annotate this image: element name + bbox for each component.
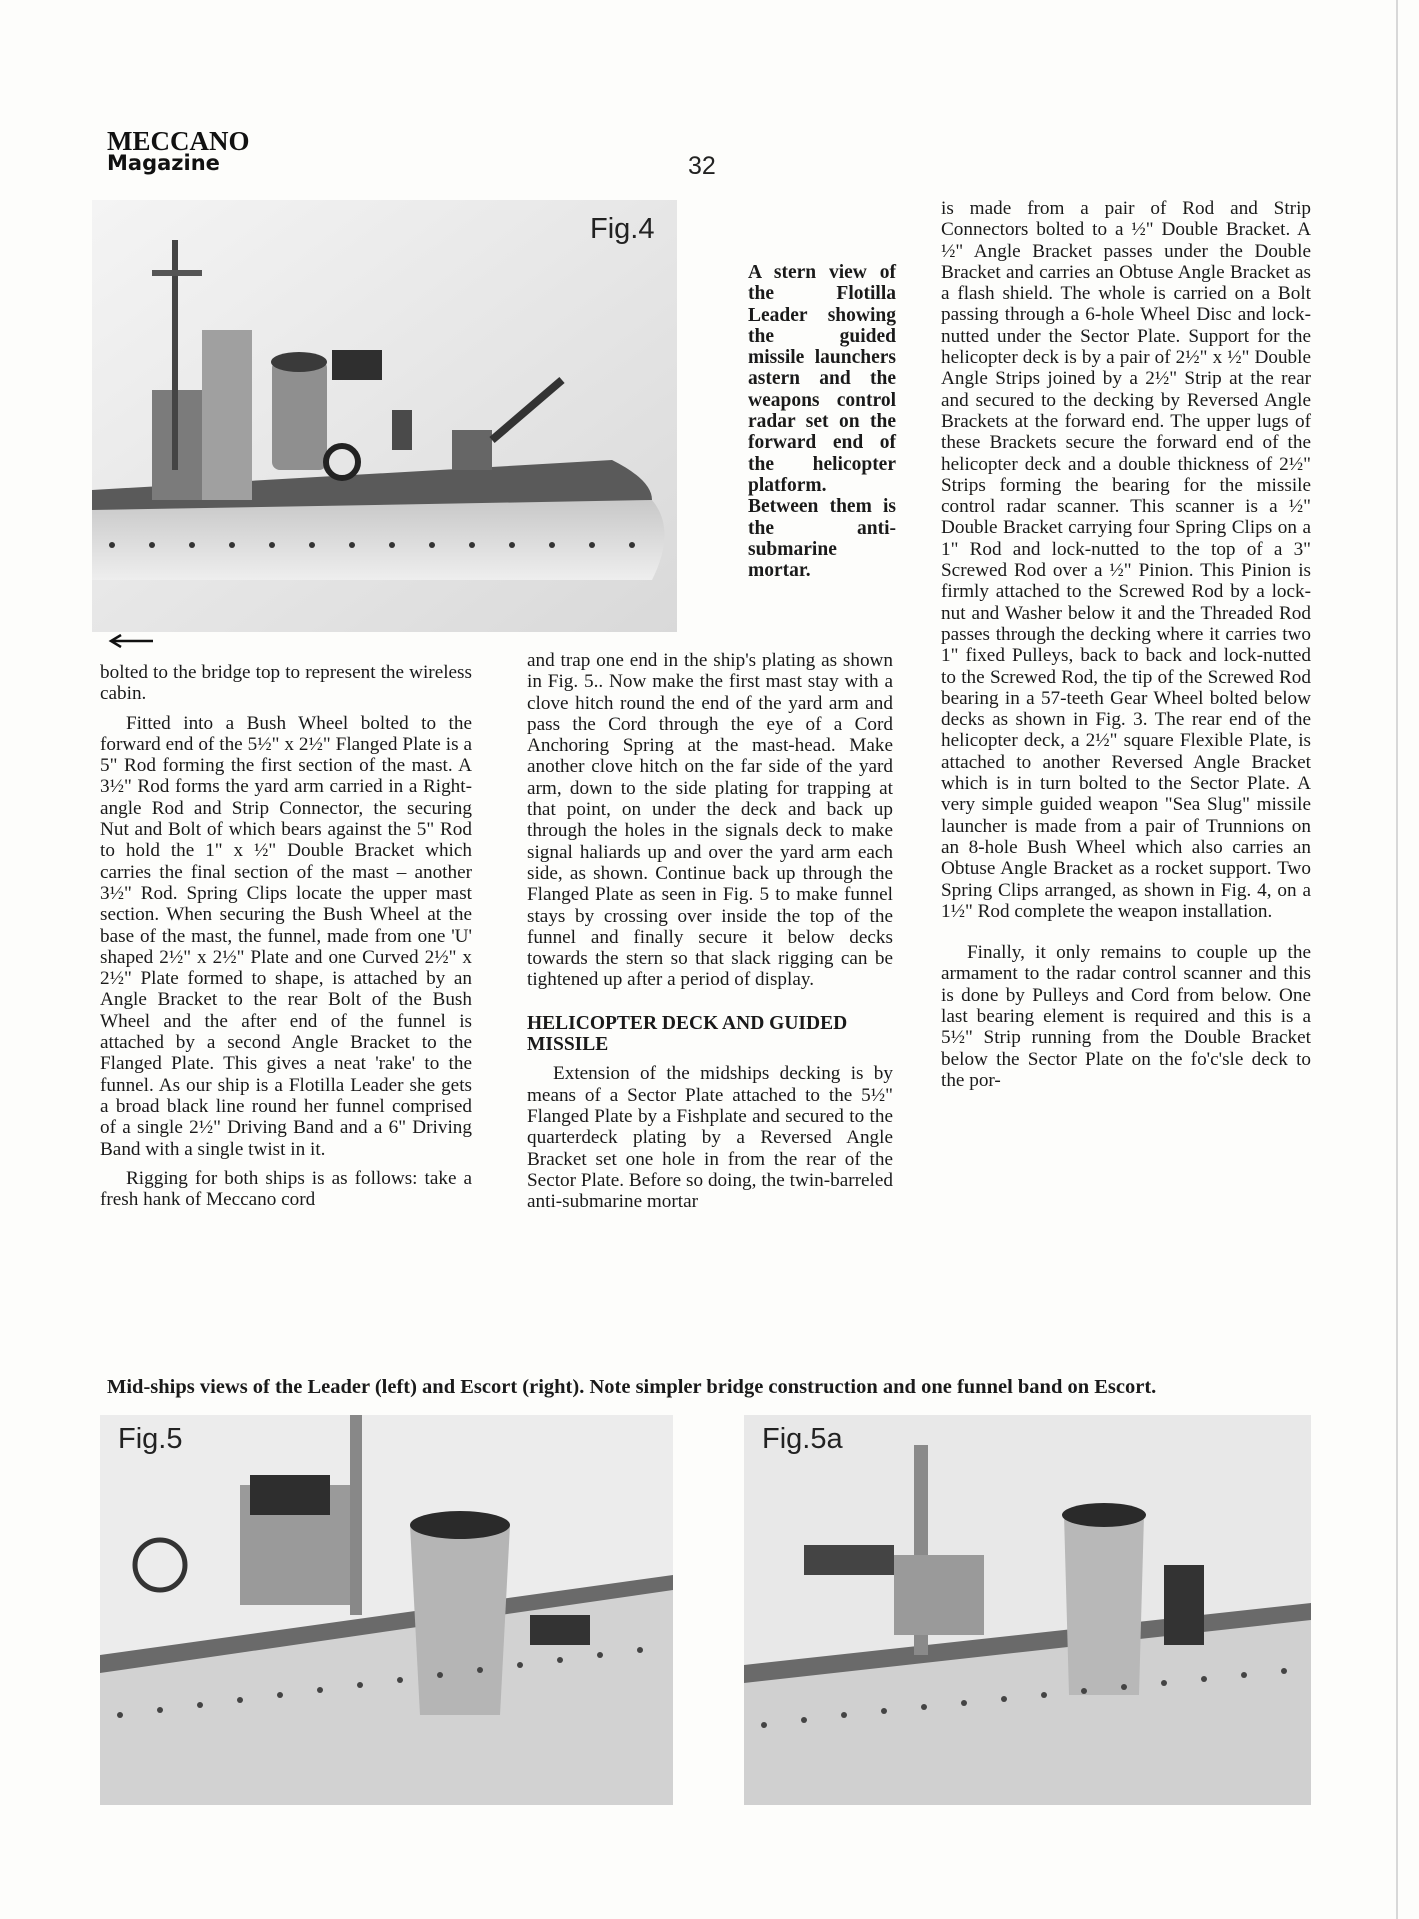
fig5-label: Fig.5 bbox=[118, 1423, 183, 1455]
column-3 bbox=[941, 198, 1311, 1091]
masthead-title: MECCANO bbox=[107, 126, 250, 156]
page-edge bbox=[1396, 0, 1398, 1919]
masthead-subtitle: Magazine bbox=[107, 151, 220, 175]
col2-paragraph-1: and trap one end in the ship's plating as shown in Fig. 5.. Now make the first mast stay with a clove hitch round the end of the yard arm and pass the Cord through the eye of a Cord Anchoring Spring at the mast-head. Make another clove hitch on the far side of the yard arm, down to the side plating for trapping at that point, on under the deck and back up through the holes in the signals deck to make signal haliards up and over the yard arm each side, as shown. Continue back up through the Flanged Plate as seen in Fig. 5 to make funnel stays by crossing over inside the top of the funnel and finally secure it below decks towards the stern so that slack rigging can be tightened up after a period of display. bbox=[527, 650, 893, 991]
col3-paragraph-1: is made from a pair of Rod and Strip Connectors bolted to a ½" Double Bracket. A ½" Angle Bracket passes under the Double Bracket and carries an Obtuse Angle Bracket as a flash shield. The whole is carried on a Bolt passing through a 6-hole Wheel Disc and lock-nutted under the Sector Plate. Support for the helicopter deck is by a pair of 2½" x ½" Double Angle Strips joined by a 2½" Strip at the rear and secured to the decking by Reversed Angle Brackets at the forward end. The upper lugs of these Brackets secure the forward end of the helicopter deck and a double thickness of 2½" Strips forming the bearing for the missile control radar scanner. This scanner is a ½" Double Bracket carrying four Spring Clips on a 1" Rod and lock-nutted to the top of a 3" Screwed Rod over a ½" Pinion. This Pinion is firmly attached to the Screwed Rod by a lock-nut and Washer below it and the Threaded Rod passes through the decking where it carries two 1" fixed Pulleys, back to back and lock-nutted to the Screwed Rod, the tip of the Screwed Rod bearing in a 57-teeth Gear Wheel bolted below decks as shown in Fig. 3. The rear end of the helicopter deck, a 2½" square Flexible Plate, is attached to another Reversed Angle Bracket which is in turn bolted to the Sector Plate. A very simple guided weapon "Sea Slug" missile launcher is made from a pair of Trunnions on an 8-hole Bush Wheel which also carries an Obtuse Angle Bracket as a rocket support. Two Spring Clips arranged, as shown in Fig. 4, on a 1½" Rod complete the weapon installation. bbox=[941, 198, 1311, 922]
column-1 bbox=[100, 662, 472, 1210]
col2-paragraph-2: Extension of the midships decking is by means of a Sector Plate attached to the 5½" Flanged Plate by a Fishplate and secured to the quarterdeck plating by a Reversed Angle Bracket set one hole in from the rear of the Sector Plate. Before so doing, the twin-barreled anti-submarine mortar bbox=[527, 1063, 893, 1213]
fig4-photo bbox=[92, 200, 677, 632]
col1-paragraph-3: Rigging for both ships is as follows: take a fresh hank of Meccano cord bbox=[100, 1167, 472, 1211]
fig4-caption: A stern view of the Flotilla Leader showing the guided missile launchers astern and the weapons control radar set on the forward end of the helicopter platform. Between them is the anti-submarine mortar. bbox=[748, 262, 896, 582]
section-heading: HELICOPTER DECK AND GUIDED MISSILE bbox=[527, 1012, 848, 1056]
fig5a-label: Fig.5a bbox=[762, 1423, 843, 1455]
col3-paragraph-2: Finally, it only remains to couple up the armament to the radar control scanner and this is done by Pulleys and Cord from below. One last bearing element is required and this is a 5½" Strip running from the Double Bracket below the Sector Plate on the fo'c'sle deck to the por- bbox=[941, 942, 1311, 1091]
fig5a-photo bbox=[744, 1415, 1311, 1805]
masthead bbox=[107, 128, 250, 174]
col1-paragraph-1: bolted to the bridge top to represent the wireless cabin. bbox=[100, 662, 472, 705]
col1-paragraph-2: Fitted into a Bush Wheel bolted to the forward end of the 5½" x 2½" Flanged Plate is a 5" Rod forming the first section of the mast. A 3½" Rod forms the yard arm carried in a Right-angle Rod and Strip Connector, the securing Nut and Bolt of which bears against the 5" Rod to hold the 1" x ½" Double Bracket which carries the final section of the mast – another 3½" Rod. Spring Clips locate the upper mast section. When securing the Bush Wheel at the base of the mast, the funnel, made from one 'U' shaped 2½" x 2½" Plate and one Curved 2½" x 2½" Plate formed to shape, is attached by an Angle Bracket to the rear Bolt of the Bush Wheel and the after end of the funnel is attached by a second Angle Bracket to the Flanged Plate. This gives a neat 'rake' to the funnel. As our ship is a Flotilla Leader she gets a broad black line round her funnel comprised of a single 2½" Driving Band and a 6" Driving Band with a single twist in it. bbox=[100, 712, 472, 1160]
continuation-arrow-icon bbox=[107, 634, 155, 648]
column-2 bbox=[527, 650, 893, 1212]
page-number: 32 bbox=[688, 152, 716, 180]
fig4-label: Fig.4 bbox=[590, 213, 655, 245]
fig5-photo bbox=[100, 1415, 673, 1805]
midships-caption: Mid-ships views of the Leader (left) and Escort (right). Note simpler bridge construction and one funnel band on Escort. bbox=[107, 1376, 1157, 1398]
